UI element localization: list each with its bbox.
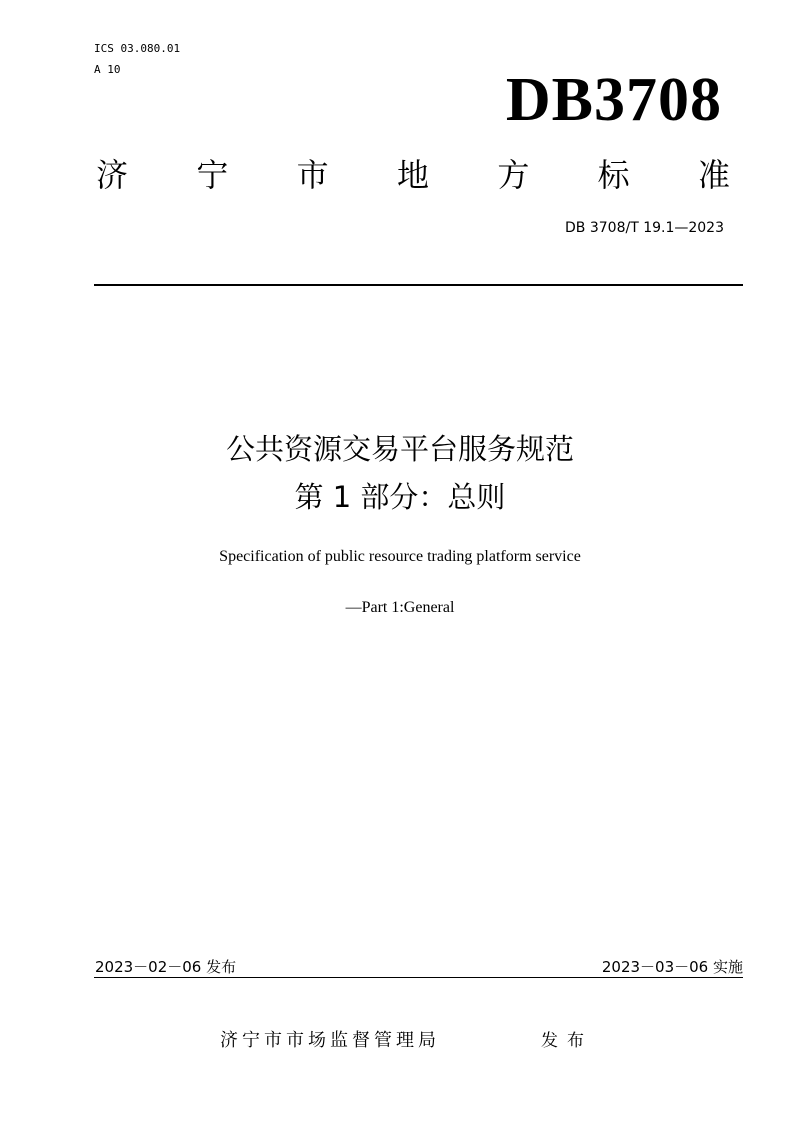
footer-divider bbox=[94, 977, 743, 978]
implementation-date: 2023－03－06 实施 bbox=[601, 958, 743, 976]
document-title-en: Specification of public resource trading platform service bbox=[219, 548, 581, 565]
document-subtitle-en: —Part 1:General bbox=[345, 599, 455, 616]
standard-type-char: 宁 bbox=[196, 156, 229, 194]
standard-type-char: 济 bbox=[96, 156, 129, 194]
document-title-zh: 公共资源交易平台服务规范 bbox=[225, 432, 574, 466]
header-divider bbox=[94, 284, 743, 286]
standard-type-char: 地 bbox=[396, 156, 429, 194]
standard-code: DB3708 bbox=[505, 66, 722, 134]
standard-type-heading bbox=[96, 152, 730, 198]
standard-type-char: 市 bbox=[296, 156, 329, 194]
standard-type-char: 方 bbox=[497, 156, 530, 194]
standard-type-char: 标 bbox=[597, 156, 630, 194]
ics-code: ICS 03.080.01 bbox=[94, 42, 181, 55]
publisher-name: 济宁市市场监督管理局 bbox=[220, 1030, 440, 1051]
issue-date: 2023－02－06 发布 bbox=[95, 958, 237, 976]
standard-number: DB 3708/T 19.1—2023 bbox=[565, 220, 724, 236]
standard-type-char: 准 bbox=[697, 156, 730, 194]
document-subtitle-zh: 第 1 部分：总则 bbox=[294, 480, 506, 514]
publish-label: 发布 bbox=[541, 1031, 593, 1051]
classification-code: A 10 bbox=[94, 63, 121, 76]
